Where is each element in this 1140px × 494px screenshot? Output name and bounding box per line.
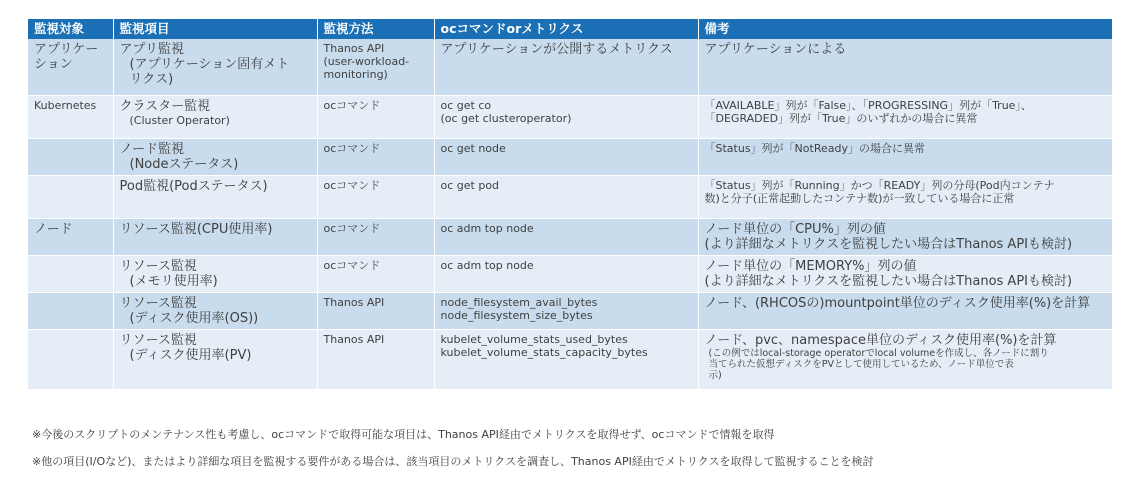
cell-command-text: oc get node [440,141,506,155]
cell-command [434,175,698,218]
cell-method-text: ocコマンド [323,221,381,235]
footnotes [32,428,874,482]
footnote-1: ※今後のスクリプトのメンテナンス性も考慮し、ocコマンドで取得可能な項目は、Thanos API経由でメトリクスを取得せず、ocコマンドで情報を取得 [32,428,775,441]
cell-item-sub: (メモリ使用率) [129,273,218,289]
cell-target [28,95,113,138]
cell-method-text: Thanos API [323,295,385,309]
cell-note-text: アプリケーションによる [704,42,847,57]
cell-item [113,255,317,292]
cell-item-sub: (Cluster Operator) [129,113,230,127]
cell-target-text: ノード [34,221,73,237]
cell-method-text: ocコマンド [323,258,381,272]
cell-command [434,329,698,389]
cell-target [28,39,113,95]
table-row [28,138,1112,175]
cell-target [28,329,113,389]
cell-item-text: クラスター監視 [119,98,211,114]
cell-target [28,292,113,329]
cell-note-sub: (この例ではlocal-storage operatorでlocal volumeを作成し、各ノードに割り 当てられた仮想ディスクをPVとして使用しているため、ノード単位で表 示) [708,347,1049,381]
cell-method [317,138,434,175]
cell-method-text: ocコマンド [323,141,381,155]
cell-method [317,329,434,389]
footnote-2: ※他の項目(I/Oなど)、またはより詳細な項目を監視する要件がある場合は、該当項目のメトリクスを調査し、Thanos API経由でメトリクスを取得して監視することを検討 [32,455,874,468]
cell-target-text: Kubernetes [34,98,97,112]
cell-item [113,218,317,255]
table-row [28,329,1112,389]
cell-note [698,292,1112,329]
cell-command-text: kubelet_volume_stats_used_bytes kubelet_volume_stats_capacity_bytes [440,332,648,359]
header-item: 監視項目 [113,19,317,39]
cell-command [434,138,698,175]
cell-note [698,138,1112,175]
header-target: 監視対象 [28,19,113,39]
cell-target [28,255,113,292]
cell-note [698,95,1112,138]
cell-note-text: 「Status」列が「NotReady」の場合に異常 [704,141,925,155]
table-row [28,95,1112,138]
cell-method [317,175,434,218]
cell-note-text: ノード、(RHCOSの)mountpoint単位のディスク使用率(%)を計算 [704,295,1091,311]
cell-target [28,138,113,175]
cell-item-text: Pod監視(Podステータス) [119,178,268,194]
cell-method [317,292,434,329]
cell-method [317,39,434,95]
cell-item-text: リソース監視 [119,258,197,274]
cell-item-sub: (ディスク使用率(OS)) [129,310,259,326]
table-row [28,175,1112,218]
cell-method [317,95,434,138]
cell-method-text: Thanos API [323,332,385,346]
monitoring-table [28,19,1113,390]
cell-command [434,95,698,138]
table-header-row [28,19,1112,39]
cell-method [317,255,434,292]
cell-item-sub: (Nodeステータス) [129,156,239,172]
header-note: 備考 [698,19,1112,39]
cell-note-text: ノード単位の「CPU%」列の値 (より詳細なメトリクスを監視したい場合はThanos APIも検討) [704,221,1073,252]
cell-item-text: リソース監視 [119,295,197,311]
header-command: ocコマンドorメトリクス [434,19,698,39]
table-body [28,39,1112,389]
cell-item [113,95,317,138]
cell-method-text: ocコマンド [323,178,381,192]
cell-note [698,255,1112,292]
cell-item-text: ノード監視 [119,141,185,157]
cell-command-text: node_filesystem_avail_bytes node_filesystem_size_bytes [440,295,598,322]
cell-method-text: ocコマンド [323,98,381,112]
cell-method-text: Thanos API (user-workload- monitoring) [323,42,410,81]
cell-command [434,218,698,255]
cell-item-text: リソース監視 [119,332,197,348]
cell-note-text: ノード、pvc、namespace単位のディスク使用率(%)を計算 [704,332,1057,348]
cell-command [434,292,698,329]
cell-item [113,39,317,95]
cell-item-text: リソース監視(CPU使用率) [119,221,273,237]
table-row [28,292,1112,329]
cell-item-sub: (ディスク使用率(PV) [129,347,252,363]
cell-command-text: oc get pod [440,178,500,192]
cell-command-text: oc adm top node [440,258,534,272]
cell-note [698,329,1112,389]
cell-command [434,39,698,95]
cell-item [113,329,317,389]
table-row [28,255,1112,292]
cell-target-text: アプリケー ション [34,42,99,72]
cell-command [434,255,698,292]
cell-note-text: 「AVAILABLE」列が「False」、「PROGRESSING」列が「True」、 「DEGRADED」列が「True」のいずれかの場合に異常 [704,98,1032,125]
cell-note [698,218,1112,255]
cell-note-text: ノード単位の「MEMORY%」列の値 (より詳細なメトリクスを監視したい場合はThanos APIも検討) [704,258,1073,289]
table-row [28,218,1112,255]
table-row [28,39,1112,95]
cell-item [113,292,317,329]
cell-command-text: アプリケーションが公開するメトリクス [440,42,673,57]
cell-target [28,175,113,218]
cell-item [113,175,317,218]
cell-command-text: oc get co (oc get clusteroperator) [440,98,572,125]
cell-note [698,175,1112,218]
cell-command-text: oc adm top node [440,221,534,235]
cell-target [28,218,113,255]
cell-item-text: アプリ監視 [119,42,184,57]
header-method: 監視方法 [317,19,434,39]
cell-method [317,218,434,255]
cell-item [113,138,317,175]
cell-item-sub: (アプリケーション固有メト リクス) [129,57,290,87]
monitoring-table-container [28,19,1112,390]
cell-note-text: 「Status」列が「Running」かつ「READY」列の分母(Pod内コンテナ 数)と分子(正常起動したコンテナ数)が一致している場合に正常 [704,178,1055,205]
cell-note [698,39,1112,95]
